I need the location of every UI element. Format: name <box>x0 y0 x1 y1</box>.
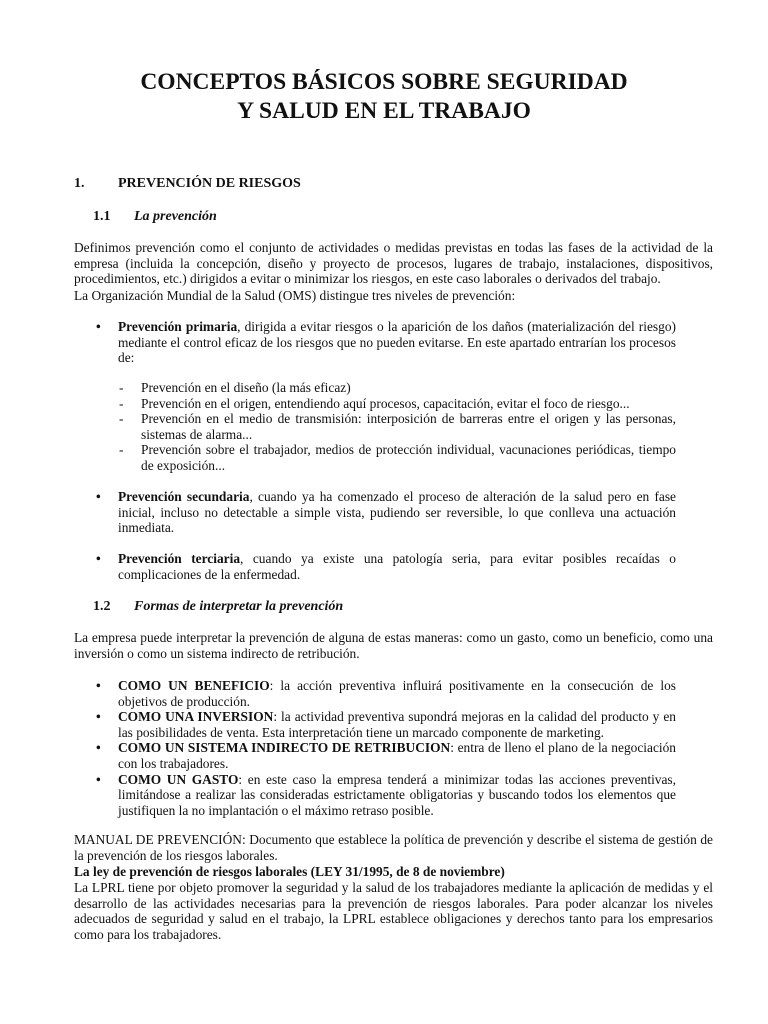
bullet-tertiary-bold: Prevención terciaria <box>118 551 241 566</box>
dash-item-text: Prevención sobre el trabajador, medios de protección individual, vacunaciones periódicas, tiempo de exposición... <box>141 442 676 473</box>
bullet-gasto-text: : en este caso la empresa tenderá a minimizar todas las acciones preventivas, limitándose a realizar las consideradas estrictamente obligatorias y buscando todos los elementos que justifiquen la no implantación o el máximo retraso posible. <box>118 771 676 818</box>
dash-item <box>119 380 676 396</box>
bullet-secondary-prevention <box>96 489 676 536</box>
section-1-1-heading <box>93 209 217 225</box>
bullet-gasto-bold: COMO UN GASTO <box>118 771 239 787</box>
bullet-primary-bold: Prevención primaria <box>118 319 238 334</box>
bullet-marker: • <box>96 771 101 787</box>
document-title <box>0 68 768 126</box>
oms-levels-paragraph: La Organización Mundial de la Salud (OMS) distingue tres niveles de prevención: <box>74 288 516 303</box>
section-1-2-number: 1.2 <box>93 599 111 614</box>
bullet-secondary-text: , cuando ya ha comenzado el proceso de alteración de la salud pero en fase inicial, incluso no detectable a simple vista, pudiendo ser reversible, lo que conlleva una actuación inmediata. <box>118 489 677 536</box>
secondary-prevention-list <box>96 489 676 536</box>
bullet-secondary-bold: Prevención secundaria <box>118 489 250 504</box>
section-1-number: 1. <box>74 176 85 191</box>
bullet-marker: • <box>96 551 101 566</box>
title-line-1: CONCEPTOS BÁSICOS SOBRE SEGURIDAD <box>140 69 628 95</box>
bullet-sistema-indirecto <box>96 740 676 771</box>
bullet-inversion <box>96 709 676 740</box>
dash-marker: - <box>119 411 124 427</box>
bullet-primary-prevention <box>96 319 676 366</box>
dash-marker: - <box>119 380 124 395</box>
section-1-1-title: La prevención <box>134 209 217 224</box>
dash-item <box>119 396 676 412</box>
bullet-sistema-text: : entra de lleno el plano de la negociación con los trabajadores. <box>118 740 676 771</box>
interpretation-paragraph: La empresa puede interpretar la prevención de alguna de estas maneras: como un gasto, como un beneficio, como una inversión o como un sistema indirecto de retribución. <box>74 630 713 661</box>
bullet-gasto <box>96 772 676 819</box>
bullet-marker: • <box>96 319 101 334</box>
title-line-2: Y SALUD EN EL TRABAJO <box>237 98 531 124</box>
dash-item <box>119 411 676 442</box>
bullet-sistema-bold: COMO UN SISTEMA INDIRECTO DE RETRIBUCION <box>118 740 451 756</box>
bullet-tertiary-prevention <box>96 551 676 582</box>
section-1-heading <box>74 176 301 192</box>
bullet-marker: • <box>96 709 101 725</box>
bullet-primary-text: , dirigida a evitar riesgos o la aparición de los daños (materialización del riesgo) mediante el control eficaz de los riesgos que no pueden evitarse. En este apartado entrarían los procesos de: <box>118 319 676 366</box>
manual-definition-paragraph: MANUAL DE PREVENCIÓN: Documento que establece la política de prevención y describe el sistema de gestión de la prevención de los riesgos laborales. <box>74 832 713 863</box>
dash-item <box>119 442 676 473</box>
dash-marker: - <box>119 442 124 458</box>
section-1-1-number: 1.1 <box>93 209 111 224</box>
bullet-marker: • <box>96 678 101 693</box>
section-1-2-heading <box>93 599 343 615</box>
bullet-inversion-bold: COMO UNA INVERSION <box>118 709 274 725</box>
dash-item-text: Prevención en el diseño (la más eficaz) <box>141 380 351 395</box>
tertiary-prevention-list <box>96 551 676 582</box>
interpretation-list <box>96 678 676 818</box>
bullet-marker: • <box>96 489 101 504</box>
bullet-marker: • <box>96 740 101 756</box>
dash-marker: - <box>119 395 124 411</box>
law-paragraph: La LPRL tiene por objeto promover la seguridad y la salud de los trabajadores mediante la aplicación de medidas y el desarrollo de las actividades necesarias para la prevención de riesgos laborales. Para poder alcanzar los niveles adecuados de seguridad y salud en el trabajo, la LPRL establece obligaciones y derechos tanto para los empresarios como para los trabajadores. <box>74 880 713 942</box>
section-1-2-title: Formas de interpretar la prevención <box>134 599 344 614</box>
primary-prevention-processes <box>119 380 676 474</box>
dash-item-text: Prevención en el origen, entendiendo aquí procesos, capacitación, evitar el foco de riesgo... <box>141 395 630 411</box>
bullet-tertiary-text: , cuando ya existe una patología seria, para evitar posibles recaídas o complicaciones de la enfermedad. <box>118 551 676 582</box>
prevention-definition-paragraph: Definimos prevención como el conjunto de actividades o medidas previstas en todas las fases de la actividad de la empresa (incluida la concepción, diseño y proyecto de procesos, lugares de trabajo, instalaciones, dispositivos, procedimientos, etc.) dirigidos a evitar o minimizar los riesgos, en este caso laborales o derivados del trabajo. <box>74 240 713 287</box>
primary-prevention-list <box>96 319 676 366</box>
bullet-beneficio-bold: COMO UN BENEFICIO <box>118 678 270 693</box>
dash-item-text: Prevención en el medio de transmisión: interposición de barreras entre el origen y las personas, sistemas de alarma... <box>141 411 676 442</box>
bullet-inversion-text: : la actividad preventiva supondrá mejoras en la calidad del producto y en las posibilidades de venta. Esta interpretación tiene un marcado componente de marketing. <box>118 709 676 740</box>
bullet-beneficio <box>96 678 676 709</box>
section-1-title: PREVENCIÓN DE RIESGOS <box>118 176 301 191</box>
law-heading: La ley de prevención de riesgos laborales (LEY 31/1995, de 8 de noviembre) <box>74 864 505 879</box>
bullet-beneficio-text: : la acción preventiva influirá positivamente en la consecución de los objetivos de producción. <box>118 678 676 709</box>
